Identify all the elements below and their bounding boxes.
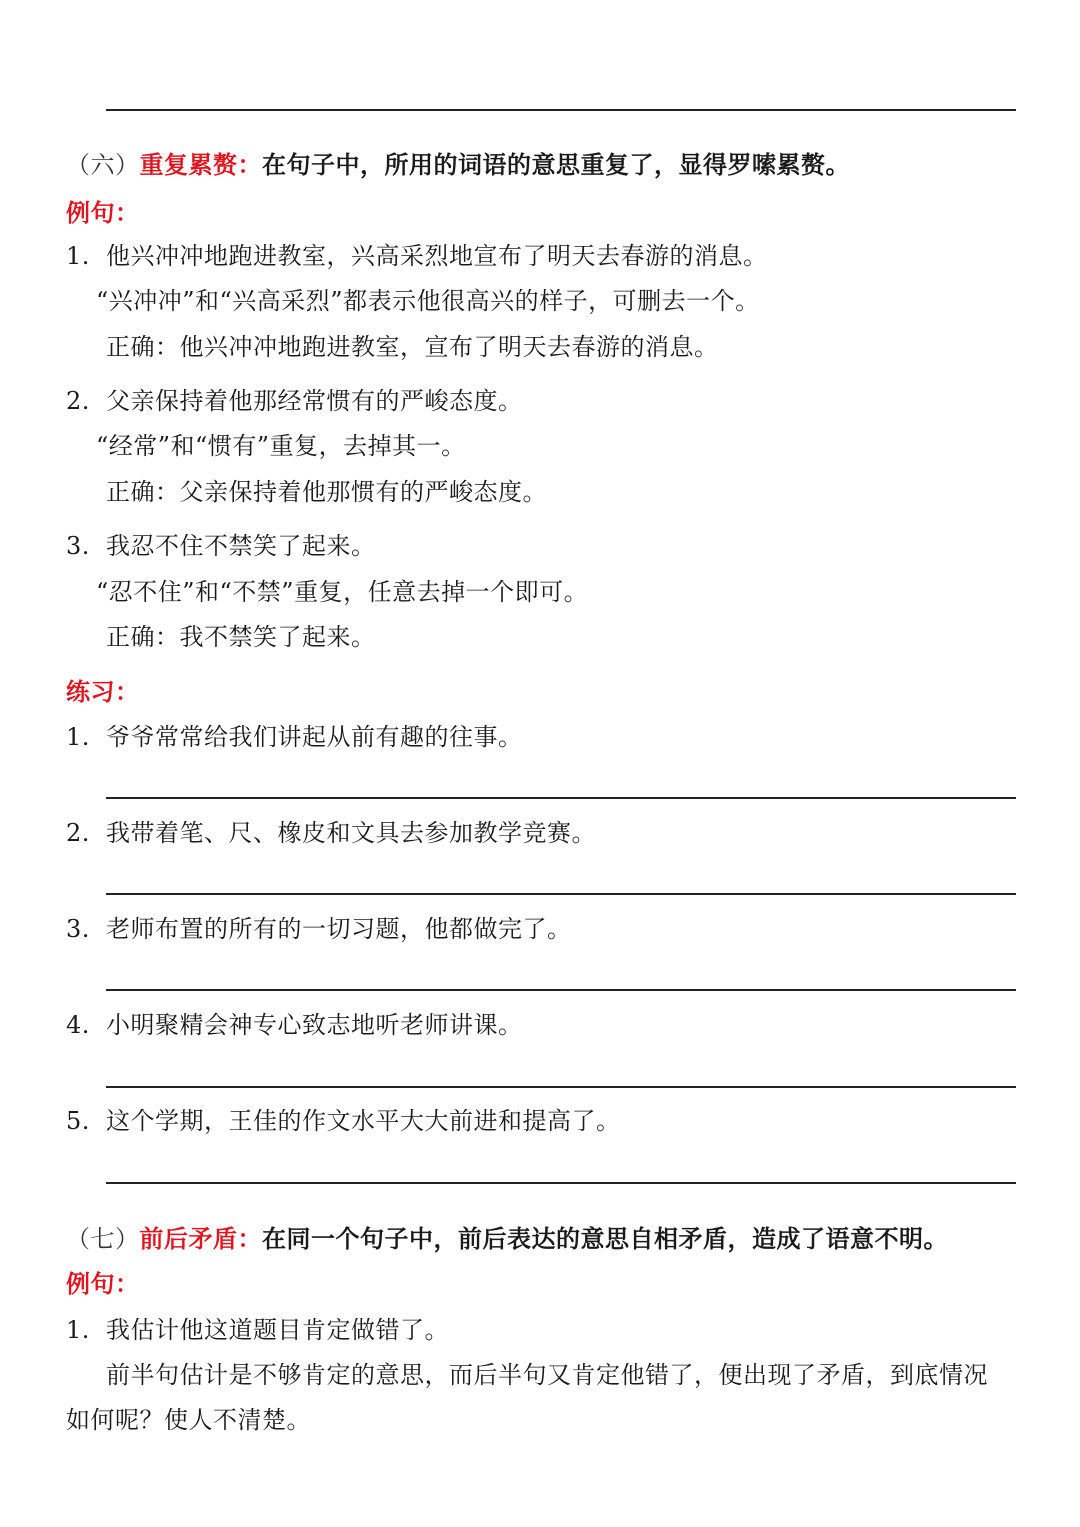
practice-number: 1.: [66, 723, 90, 751]
practice-number: 2.: [66, 819, 90, 847]
answer-line: [106, 893, 1016, 895]
practice-number: 4.: [66, 1011, 90, 1039]
answer-line: [106, 109, 1016, 111]
example-correction: 正确：我不禁笑了起来。: [106, 623, 376, 651]
practice-item: [66, 1010, 523, 1040]
section-title: 前后矛盾：: [139, 1224, 262, 1253]
example-text: 我忍不住不禁笑了起来。: [106, 532, 376, 560]
example-number: 1.: [66, 1316, 90, 1344]
practice-text: 爷爷常常给我们讲起从前有趣的往事。: [106, 723, 523, 751]
practice-text: 这个学期，王佳的作文水平大大前进和提高了。: [106, 1107, 621, 1135]
practice-item: [66, 722, 523, 752]
practice-item: [66, 1106, 621, 1136]
practice-number: 3.: [66, 915, 90, 943]
section-description: 在句子中，所用的词语的意思重复了，显得罗嗦累赘。: [262, 150, 850, 179]
example-sentence: [66, 1315, 449, 1345]
answer-line: [106, 1086, 1016, 1088]
example-text: 父亲保持着他那经常惯有的严峻态度。: [106, 387, 523, 415]
examples-label: 例句：: [66, 198, 140, 227]
example-text: 我估计他这道题目肯定做错了。: [106, 1316, 449, 1344]
example-number: 1.: [66, 242, 90, 270]
practice-text: 老师布置的所有的一切习题，他都做完了。: [106, 915, 572, 943]
example-text: 他兴冲冲地跑进教室，兴高采烈地宣布了明天去春游的消息。: [106, 242, 768, 270]
section-title: 重复累赘：: [139, 150, 262, 179]
examples-label: 例句：: [66, 1269, 140, 1298]
answer-line: [106, 989, 1016, 991]
example-explanation: “忍不住”和“不禁”重复，任意去掉一个即可。: [96, 578, 589, 606]
practice-text: 小明聚精会神专心致志地听老师讲课。: [106, 1011, 523, 1039]
section-heading-6: [66, 150, 850, 180]
practice-number: 5.: [66, 1107, 90, 1135]
section-number: （七）: [66, 1225, 140, 1253]
answer-line: [106, 797, 1016, 799]
example-sentence: [66, 531, 376, 561]
practice-text: 我带着笔、尺、橡皮和文具去参加教学竞赛。: [106, 819, 596, 847]
example-explanation: “兴冲冲”和“兴高采烈”都表示他很高兴的样子，可删去一个。: [96, 287, 760, 315]
example-explanation: 前半句估计是不够肯定的意思，而后半句又肯定他错了，便出现了矛盾，到底情况: [106, 1361, 988, 1389]
example-number: 3.: [66, 532, 90, 560]
practice-label: 练习：: [66, 677, 140, 706]
section-description: 在同一个句子中，前后表达的意思自相矛盾，造成了语意不明。: [262, 1224, 948, 1253]
example-number: 2.: [66, 387, 90, 415]
section-number: （六）: [66, 151, 140, 179]
example-sentence: [66, 241, 768, 271]
example-explanation: “经常”和“惯有”重复，去掉其一。: [96, 432, 466, 460]
example-sentence: [66, 386, 523, 416]
example-correction: 正确：他兴冲冲地跑进教室，宣布了明天去春游的消息。: [106, 333, 719, 361]
example-explanation-continued: 如何呢？使人不清楚。: [66, 1406, 311, 1434]
practice-item: [66, 818, 596, 848]
example-correction: 正确：父亲保持着他那惯有的严峻态度。: [106, 478, 547, 506]
section-heading-7: [66, 1224, 948, 1254]
practice-item: [66, 914, 572, 944]
answer-line: [106, 1182, 1016, 1184]
